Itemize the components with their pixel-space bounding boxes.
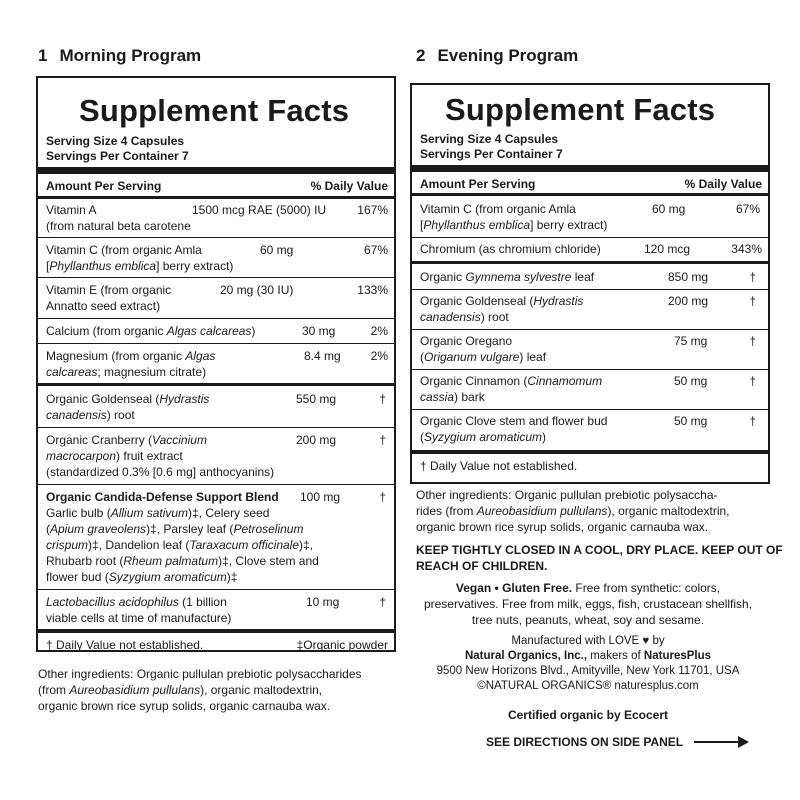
morning-other-ingredients: Other ingredients: Organic pullulan prebiotic polysaccharides (from Aureobasidium pullulans), organic maltodextrin, organic brown rice syrup solids, organic carnauba wax. (38, 667, 362, 713)
supplement-facts-title: Supplement Facts (445, 92, 716, 127)
directions-note: SEE DIRECTIONS ON SIDE PANEL (486, 735, 684, 749)
morning-program-heading (38, 46, 201, 66)
row-divider (412, 289, 768, 290)
medium-rule (412, 261, 768, 264)
free-from-statement: Vegan • Gluten Free. Free from synthetic: colors, preservatives. Free from milk, eggs, fish, crustacean shellfish, tree nuts, peanuts, wheat, soy and sesame. (423, 581, 753, 627)
row-divider (412, 369, 768, 370)
row-divider (38, 343, 394, 344)
program-number: 1 (38, 46, 48, 65)
footnote-daily-value: † Daily Value not established. (46, 638, 204, 652)
morning-supplement-facts-panel: Supplement Facts Serving Size 4 Capsules Servings Per Container 7 Amount Per Serving % Daily Value Vitamin A (from natural beta carotene 1500 mcg RAE (5000) IU 167% Vitamin C (from organic Amla [Phyllanthus emblica] berry extract) 60 mg 67% Vitamin E (from organic Annatto seed extract) 20 mg (30 IU) 133% Calcium (from organic Algas calcareas) 30 mg 2% Magnesium (from organic Algas calcareas; magnesium citrate) 8.4 mg 2% Organic Goldenseal (Hydrastis canadensis) root 550 mg † Organic Cranberry (Vaccinium macrocarpon) fruit extract (standardized 0.3% [0.6 mg] anthocyanins) 200 mg † Organic Candida-Defense Support Blend Garlic bulb (Allium sativum)‡, Celery seed (Apium graveolens)‡, Parsley leaf (Petroselinum crispum)‡, Dandelion leaf (Taraxacum officinale)‡, Rhubarb root (Rheum palmatum)‡, Clove stem and flower bud (Syzygium aromaticum)‡ 100 mg † Lactobacillus acidophilus (1 billion viable cells at time of manufacture) 10 mg † † Daily Value not established. ‡Organic powder (36, 76, 396, 652)
row-divider (412, 329, 768, 330)
daily-value-header: % Daily Value (310, 179, 388, 193)
amount-per-serving-header: Amount Per Serving (420, 177, 536, 191)
medium-rule (38, 383, 394, 386)
amount-per-serving-header: Amount Per Serving (46, 179, 162, 193)
thick-rule (38, 167, 394, 174)
servings-per-container: Servings Per Container 7 (420, 147, 563, 161)
supplement-facts-title: Supplement Facts (79, 93, 350, 128)
evening-program-heading (416, 46, 578, 66)
row-divider (38, 427, 394, 428)
footnote-daily-value: † Daily Value not established. (420, 459, 578, 473)
thick-rule (412, 165, 768, 172)
certified-organic: Certified organic by Ecocert (507, 708, 669, 722)
program-title: Evening Program (437, 46, 579, 65)
thick-rule (38, 629, 394, 633)
row-divider (38, 318, 394, 319)
serving-size: Serving Size 4 Capsules (46, 134, 185, 148)
thick-rule (412, 450, 768, 454)
vegan-gluten-free: Vegan • Gluten Free. (455, 581, 573, 595)
arrow-right-icon (694, 735, 750, 749)
medium-rule (38, 196, 394, 199)
daily-value-header: % Daily Value (684, 177, 762, 191)
evening-supplement-facts-panel: Supplement Facts Serving Size 4 Capsules Servings Per Container 7 Amount Per Serving % Daily Value Vitamin C (from organic Amla [Phyllanthus emblica] berry extract) 60 mg 67% Chromium (as chromium chloride) 120 mcg 343% Organic Gymnema sylvestre leaf 850 mg † Organic Goldenseal (Hydrastis canadensis) root 200 mg † Organic Oregano (Origanum vulgare) leaf 75 mg † Organic Cinnamon (Cinnamomum cassia) bark 50 mg † Organic Clove stem and flower bud (Syzygium aromaticum) 50 mg † † Daily Value not established. (410, 83, 770, 484)
serving-size: Serving Size 4 Capsules (420, 132, 559, 146)
row-divider (412, 237, 768, 238)
row-divider (38, 589, 394, 590)
storage-warning: KEEP TIGHTLY CLOSED IN A COOL, DRY PLACE. KEEP OUT OF REACH OF CHILDREN. (416, 543, 783, 573)
manufacturer-info: Manufactured with LOVE ♥ by Natural Organics, Inc., makers of NaturesPlus 9500 New Horizons Blvd., Amityville, New York 11701, USA ©NATURAL ORGANICS® naturesplus.com (436, 635, 740, 692)
row-divider (38, 484, 394, 485)
row-divider (38, 277, 394, 278)
program-number: 2 (416, 46, 426, 65)
medium-rule (412, 193, 768, 196)
row-divider (412, 409, 768, 410)
row-divider (38, 237, 394, 238)
footnote-organic-powder: ‡Organic powder (296, 638, 388, 652)
servings-per-container: Servings Per Container 7 (46, 149, 189, 163)
evening-other-ingredients: Other ingredients: Organic pullulan prebiotic polysaccha- rides (from Aureobasidium pullulans), organic maltodextrin, organic brown rice syrup solids, organic carnauba wax. (416, 488, 730, 534)
program-title: Morning Program (59, 46, 202, 65)
